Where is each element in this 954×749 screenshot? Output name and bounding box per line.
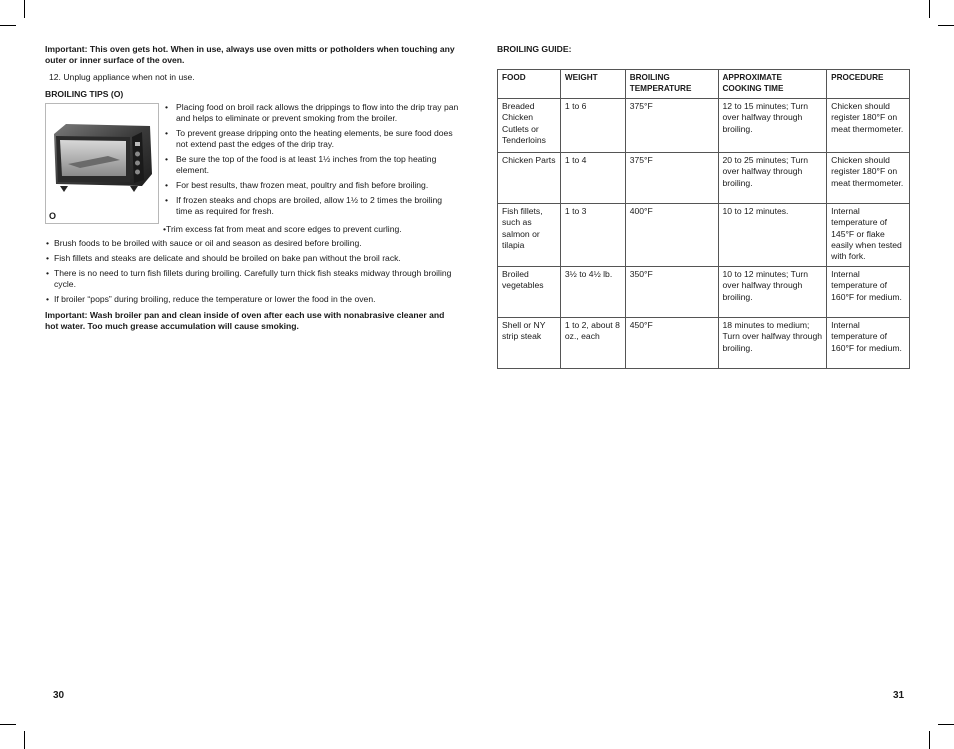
column-header: FOOD	[498, 70, 561, 99]
list-item: • Brush foods to be broiled with sauce or oil and season as desired before broiling.	[45, 238, 460, 249]
page-number-left: 30	[53, 690, 65, 701]
list-item: • Be sure the top of the food is at least 1½ inches from the top heating element.	[165, 154, 460, 176]
temp-cell: 400°F	[625, 203, 718, 266]
crop-mark	[929, 0, 930, 18]
broiling-tips-heading: BROILING TIPS (O)	[45, 89, 124, 99]
temp-cell: 375°F	[625, 152, 718, 203]
weight-cell: 1 to 6	[560, 98, 625, 152]
column-header: WEIGHT	[560, 70, 625, 99]
time-cell: 20 to 25 minutes; Turn over halfway through broiling.	[718, 152, 827, 203]
broiling-guide-title: BROILING GUIDE:	[497, 44, 572, 54]
list-item: • Fish fillets and steaks are delicate and should be broiled on bake pan without the broil rack.	[45, 253, 460, 264]
column-header: PROCEDURE	[827, 70, 910, 99]
list-item: • For best results, thaw frozen meat, poultry and fish before broiling.	[165, 180, 460, 191]
crop-mark	[929, 731, 930, 749]
trim-tip: •Trim excess fat from meat and score edges to prevent curling.	[163, 224, 402, 234]
time-cell: 18 minutes to medium; Turn over halfway through broiling.	[718, 317, 827, 368]
food-cell: Breaded Chicken Cutlets or Tenderloins	[498, 98, 561, 152]
table-row	[498, 317, 910, 368]
more-tips-list	[45, 238, 460, 305]
right-page	[497, 44, 910, 353]
list-item: • Placing food on broil rack allows the drippings to flow into the drip tray pan and helps to eliminate or prevent smoking from the broiler.	[165, 102, 460, 124]
table-row	[498, 152, 910, 203]
weight-cell: 1 to 2, about 8 oz., each	[560, 317, 625, 368]
figure-label: O	[49, 211, 57, 221]
table-row	[498, 203, 910, 266]
column-header: BROILING TEMPERATURE	[625, 70, 718, 99]
time-cell: 10 to 12 minutes; Turn over halfway through broiling.	[718, 266, 827, 317]
crop-mark	[938, 25, 954, 26]
temp-cell: 350°F	[625, 266, 718, 317]
important-wash-warning: Important: Wash broiler pan and clean inside of oven after each use with nonabrasive cleaner and hot water. Too much grease accumulation will cause smoking.	[45, 310, 445, 331]
step-12: 12. Unplug appliance when not in use.	[49, 72, 195, 82]
broiling-guide-table	[497, 69, 910, 369]
food-cell: Chicken Parts	[498, 152, 561, 203]
crop-mark	[0, 724, 16, 725]
crop-mark	[24, 731, 25, 749]
toaster-oven-figure	[45, 103, 159, 224]
table-header-row	[498, 70, 910, 99]
tips-section	[45, 102, 460, 234]
toaster-oven-icon	[46, 104, 158, 204]
procedure-cell: Chicken should register 180°F on meat thermometer.	[827, 152, 910, 203]
broiling-tips-list	[165, 102, 460, 221]
table-row	[498, 98, 910, 152]
list-item: • If frozen steaks and chops are broiled, allow 1½ to 2 times the broiling time as required for fresh.	[165, 195, 460, 217]
crop-mark	[938, 724, 954, 725]
crop-mark	[0, 25, 16, 26]
time-cell: 12 to 15 minutes; Turn over halfway through broiling.	[718, 98, 827, 152]
important-hot-warning: Important: This oven gets hot. When in use, always use oven mitts or potholders when touching any outer or inner surface of the oven.	[45, 44, 455, 65]
page-number-right: 31	[893, 690, 905, 701]
column-header: APPROXIMATE COOKING TIME	[718, 70, 827, 99]
weight-cell: 1 to 3	[560, 203, 625, 266]
procedure-cell: Chicken should register 180°F on meat thermometer.	[827, 98, 910, 152]
left-page	[45, 44, 460, 332]
list-item: • There is no need to turn fish fillets during broiling. Carefully turn thick fish steaks midway through broiling cycle.	[45, 268, 460, 290]
weight-cell: 3½ to 4½ lb.	[560, 266, 625, 317]
food-cell: Fish fillets, such as salmon or tilapia	[498, 203, 561, 266]
procedure-cell: Internal temperature of 160°F for medium.	[827, 266, 910, 317]
food-cell: Shell or NY strip steak	[498, 317, 561, 368]
crop-mark	[24, 0, 25, 18]
food-cell: Broiled vegetables	[498, 266, 561, 317]
temp-cell: 375°F	[625, 98, 718, 152]
time-cell: 10 to 12 minutes.	[718, 203, 827, 266]
weight-cell: 1 to 4	[560, 152, 625, 203]
list-item: • To prevent grease dripping onto the heating elements, be sure food does not extend past the edges of the drip tray.	[165, 128, 460, 150]
list-item: • If broiler “pops” during broiling, reduce the temperature or lower the food in the oven.	[45, 294, 460, 305]
procedure-cell: Internal temperature of 145°F or flake easily when tested with fork.	[827, 203, 910, 266]
table-row	[498, 266, 910, 317]
temp-cell: 450°F	[625, 317, 718, 368]
procedure-cell: Internal temperature of 160°F for medium.	[827, 317, 910, 368]
